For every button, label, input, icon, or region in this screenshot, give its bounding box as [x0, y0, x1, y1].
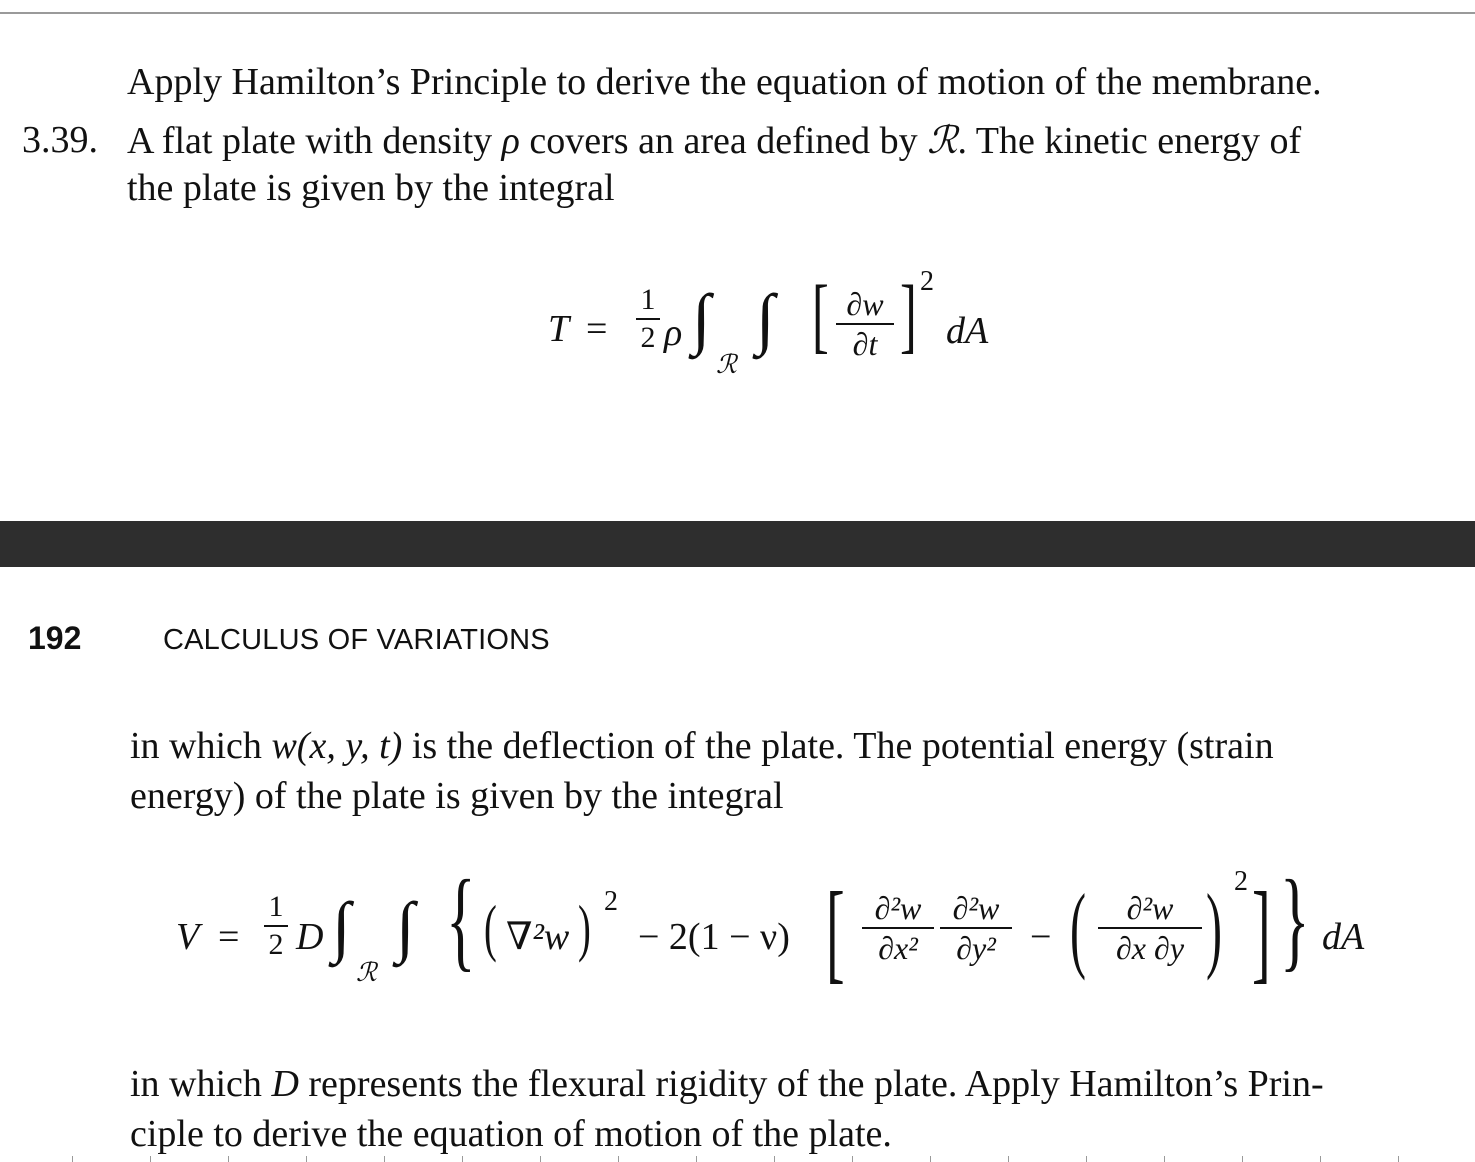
- frac-bar: [1098, 927, 1202, 929]
- text-span: . The kinetic energy of: [957, 120, 1302, 162]
- after-kinetic-line-2: energy) of the plate is given by the integral: [130, 775, 784, 817]
- frac-num: ∂²w: [874, 890, 922, 926]
- eq-V-lbracket: [: [826, 870, 845, 994]
- final-line-2: ciple to derive the equation of motion of the plate.: [130, 1113, 892, 1155]
- text-span: covers an area defined by: [519, 120, 928, 162]
- eq-V-region-sub: ℛ: [356, 958, 377, 988]
- integral-sign-4: ∫: [396, 888, 415, 964]
- w-symbol: w: [271, 725, 297, 767]
- text-span: is the deflection of the plate. The potential energy (strain: [402, 725, 1274, 767]
- eq-V-frac-xy: [1098, 892, 1202, 964]
- eq-T-rbracket: ]: [900, 269, 917, 362]
- frac-den: ∂x ∂y: [1115, 930, 1185, 966]
- running-title: CALCULUS OF VARIATIONS: [163, 624, 550, 656]
- eq-V-lparen-2: (: [1070, 874, 1086, 981]
- problem-intro-line-2: the plate is given by the integral: [127, 167, 615, 209]
- eq-V-inner-power: 2: [1234, 866, 1248, 897]
- eq-V-laplacian: ∇²w: [506, 916, 570, 958]
- eq-T-lbracket: [: [812, 269, 829, 362]
- problem-number: 3.39.: [22, 119, 98, 161]
- eq-V-minus: −: [1030, 916, 1052, 958]
- eq-V-lhs: V: [176, 916, 200, 958]
- text-span: in which: [130, 1063, 272, 1105]
- eq-V-rparen-2: ): [1206, 874, 1222, 981]
- frac-bar: [264, 925, 288, 927]
- eq-V-lbrace: {: [446, 858, 476, 982]
- eq-T-dA: dA: [946, 310, 989, 352]
- D-symbol: D: [271, 1063, 299, 1105]
- frac-den: 2: [640, 321, 656, 354]
- frac-num: 1: [640, 283, 656, 316]
- integral-sign-1: ∫: [692, 280, 711, 356]
- continuation-line: Apply Hamilton’s Principle to derive the equation of motion of the membrane.: [127, 61, 1322, 103]
- frac-den: ∂t: [852, 326, 878, 362]
- frac-den: ∂y²: [956, 930, 996, 966]
- integral-sign-3: ∫: [332, 888, 351, 964]
- frac-den: 2: [268, 928, 284, 961]
- text-span: A flat plate with density: [127, 120, 502, 162]
- text-span: represents the flexural rigidity of the plate. Apply Hamilton’s Prin-: [298, 1063, 1324, 1105]
- eq-V-rbrace: }: [1280, 858, 1310, 982]
- eq-V-frac-xx: [862, 892, 934, 964]
- eq-V-half: [264, 892, 288, 960]
- eq-T-region-sub: ℛ: [716, 350, 737, 380]
- eq-T-lhs: T: [548, 308, 570, 350]
- eq-T-equals: =: [586, 308, 608, 350]
- eq-V-rparen: ): [578, 892, 591, 963]
- eq-T-power: 2: [920, 266, 934, 297]
- frac-num: ∂²w: [952, 890, 1000, 926]
- eq-V-rbracket: ]: [1252, 870, 1271, 994]
- bottom-ticks: [0, 1156, 1475, 1162]
- region-symbol: ℛ: [927, 118, 958, 162]
- frac-den: ∂x²: [878, 930, 918, 966]
- eq-V-equals: =: [218, 916, 240, 958]
- eq-V-lparen: (: [484, 892, 497, 963]
- text-span: in which: [130, 725, 272, 767]
- integral-sign-2: ∫: [756, 280, 775, 356]
- eq-V-power: 2: [604, 886, 618, 917]
- rho-symbol: ρ: [501, 120, 520, 162]
- frac-num: ∂w: [846, 286, 884, 322]
- eq-T-rho: ρ: [664, 312, 683, 354]
- w-args: (x, y, t): [296, 725, 403, 767]
- eq-V-D: D: [296, 916, 324, 958]
- final-line-1: [130, 1062, 1324, 1106]
- frac-bar: [862, 927, 934, 929]
- eq-V-dA: dA: [1322, 916, 1365, 958]
- eq-V-frac-yy: [940, 892, 1012, 964]
- eq-V-middle: − 2(1 − ν): [638, 916, 790, 958]
- frac-num: 1: [268, 890, 284, 923]
- frac-bar: [940, 927, 1012, 929]
- frac-num: ∂²w: [1126, 890, 1174, 926]
- page-number: 192: [28, 620, 82, 656]
